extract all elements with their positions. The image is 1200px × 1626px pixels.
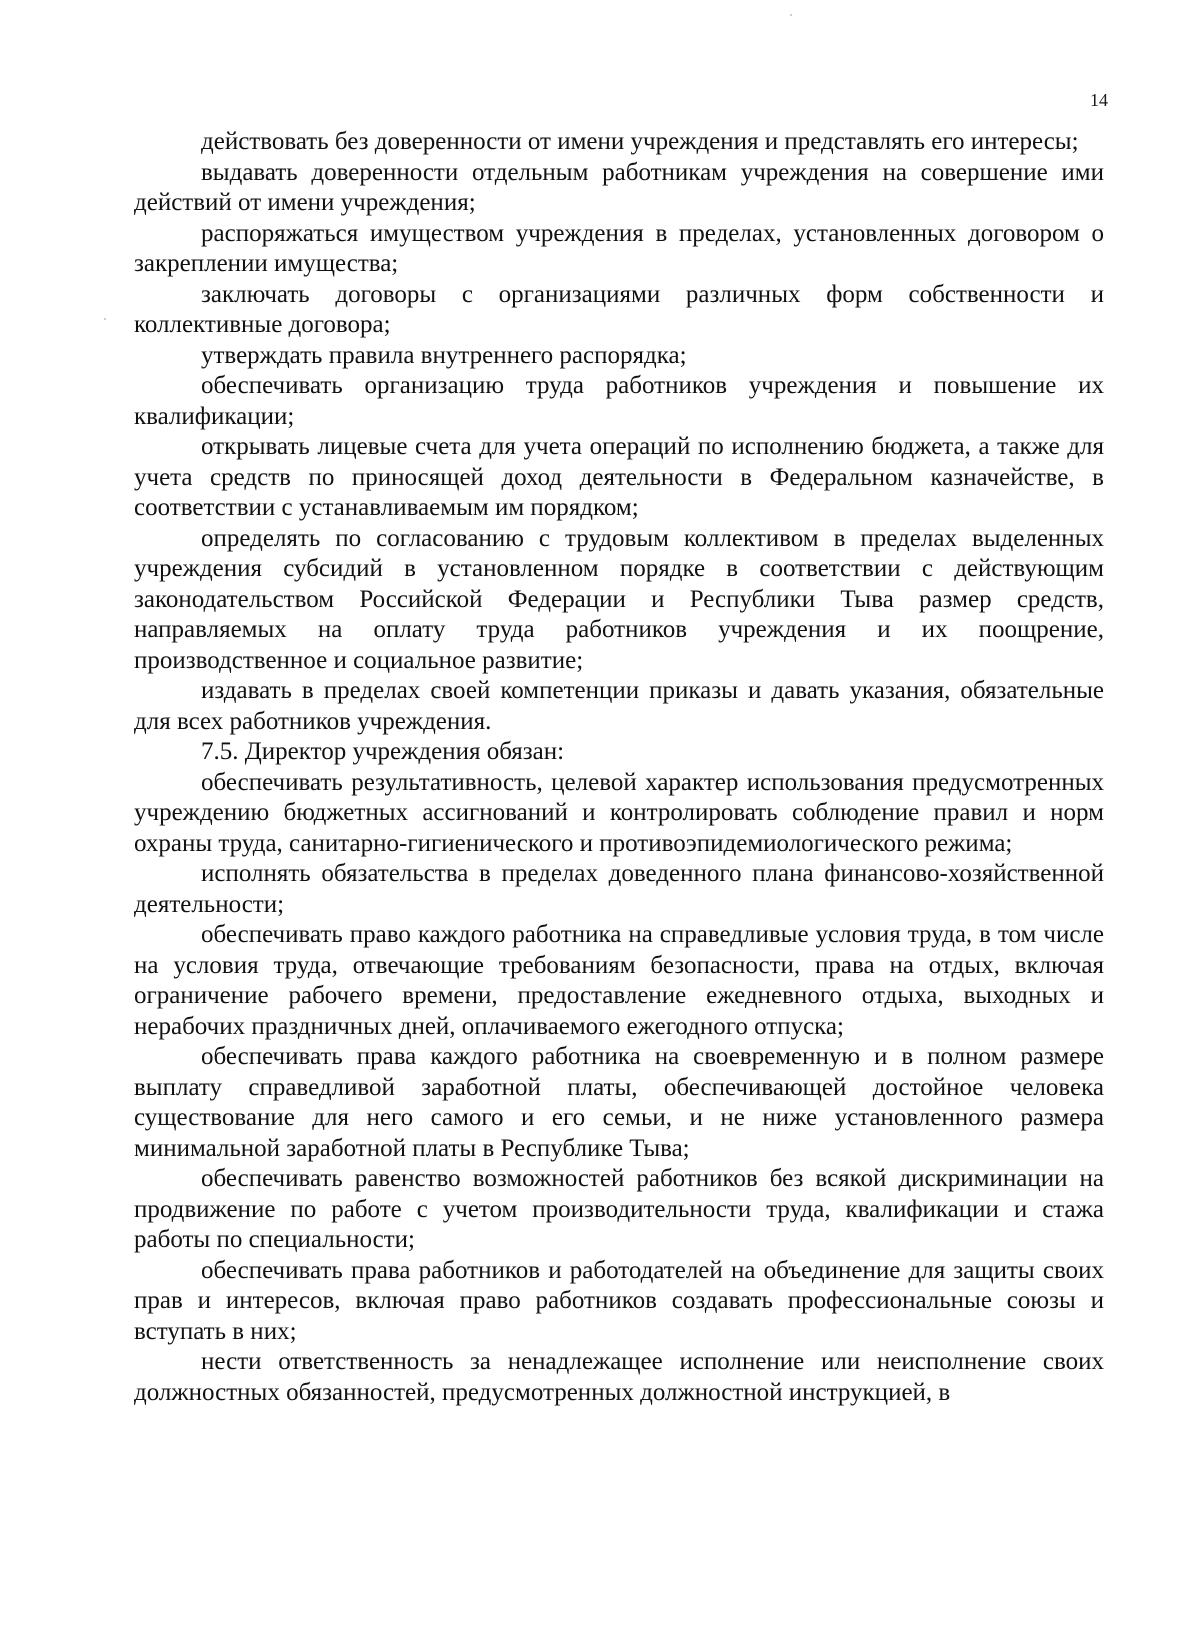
paragraph: обеспечивать организацию труда работников учреждения и повышение их квалификации; xyxy=(134,372,1104,430)
paragraph: обеспечивать результативность, целевой характер использования предусмотренных учреждению бюджетных ассигнований и контролировать соблюдение правил и норм охраны труда, санитарно-гигиенического и противоэпидемиологического режима; xyxy=(134,768,1104,857)
paragraph: обеспечивать права каждого работника на своевременную и в полном размере выплату справедливой заработной платы, обеспечивающей достойное человека существование для него самого и его семьи, и не ниже установленного размера минимальной заработной платы в Республике Тыва; xyxy=(134,1043,1104,1162)
section-heading: 7.5. Директор учреждения обязан: xyxy=(201,738,565,765)
document-body xyxy=(134,127,1104,1408)
paragraph: действовать без доверенности от имени учреждения и представлять его интересы; xyxy=(201,128,1079,155)
paragraph: нести ответственность за ненадлежащее исполнение или неисполнение своих должностных обязанностей, предусмотренных должностной инструкцией, в xyxy=(134,1348,1104,1406)
paragraph: определять по согласованию с трудовым коллективом в пределах выделенных учреждения субсидий в установленном порядке в соответствии с действующим законодательством Российской Федерации и Республики Тыва размер средств, направляемых на оплату труда работников учреждения и их поощрение, производственное и социальное развитие; xyxy=(134,524,1104,674)
paragraph: исполнять обязательства в пределах доведенного плана финансово-хозяйственной деятельности; xyxy=(134,860,1104,918)
scan-artifact xyxy=(790,14,792,16)
paragraph: открывать лицевые счета для учета операций по исполнению бюджета, а также для учета средств по приносящей доход деятельности в Федеральном казначействе, в соответствии с устанавливаемым им порядком; xyxy=(134,433,1104,521)
scan-artifact xyxy=(104,318,106,320)
paragraph: обеспечивать право каждого работника на справедливые условия труда, в том числе на условия труда, отвечающие требованиям безопасности, права на отдых, включая ограничение рабочего времени, предоставление ежедневного отдыха, выходных и нерабочих праздничных дней, оплачиваемого ежегодного отпуска; xyxy=(134,921,1104,1040)
paragraph: издавать в пределах своей компетенции приказы и давать указания, обязательные для всех работников учреждения. xyxy=(134,677,1104,735)
paragraph: обеспечивать равенство возможностей работников без всякой дискриминации на продвижение по работе с учетом производительности труда, квалификации и стажа работы по специальности; xyxy=(134,1165,1104,1253)
page-number: 14 xyxy=(1090,90,1108,110)
paragraph: распоряжаться имуществом учреждения в пределах, установленных договором о закреплении имущества; xyxy=(134,219,1104,277)
paragraph: заключать договоры с организациями различных форм собственности и коллективные договора; xyxy=(134,280,1104,338)
paragraph: утверждать правила внутреннего распорядка; xyxy=(201,341,687,369)
paragraph: выдавать доверенности отдельным работникам учреждения на совершение ими действий от имени учреждения; xyxy=(134,158,1104,216)
paragraph: обеспечивать права работников и работодателей на объединение для защиты своих прав и интересов, включая право работников создавать профессиональные союзы и вступать в них; xyxy=(134,1256,1104,1345)
